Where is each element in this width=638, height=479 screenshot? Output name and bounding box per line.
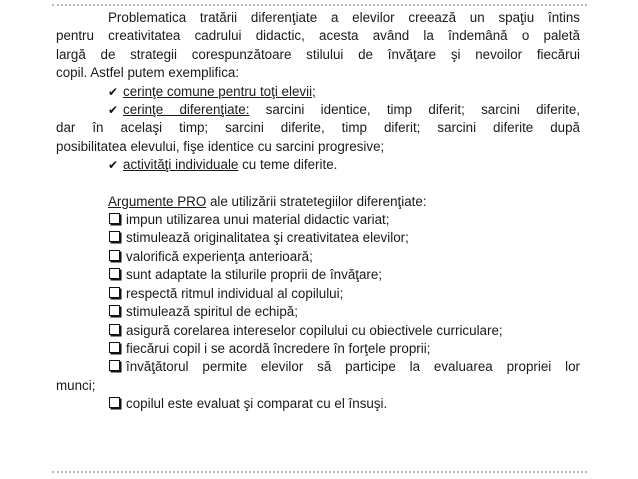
intro-line-3: largă de strategii corespunzătoare stilului de învăţare şi nevoilor fiecărui <box>56 46 580 62</box>
pro-item-9-cont: munci; <box>56 377 96 393</box>
top-dotted-rule <box>52 4 587 6</box>
pro-item-8: fiecărui copil i se acordă încredere în forţele proprii; <box>56 340 580 358</box>
slide-content <box>56 9 580 414</box>
checkbox-icon <box>109 360 120 371</box>
pro-item-6: stimulează spiritul de echipă; <box>56 303 580 321</box>
pro-heading <box>56 193 580 211</box>
pro-item-3: valorifică experienţa anterioară; <box>56 248 580 266</box>
pro-heading-rest: ale utilizării stratetegiilor diferenţiate: <box>206 193 427 209</box>
pro-item-5: respectă ritmul individual al copilului; <box>56 285 580 303</box>
checkmark-icon: ✔ <box>108 158 119 173</box>
example-term: cerinţe diferenţiate: <box>123 102 250 118</box>
checkbox-icon <box>109 287 120 298</box>
example-term: activităţi individuale <box>123 157 239 173</box>
pro-item-7: asigură corelarea intereselor copilului cu obiectivele curriculare; <box>56 322 580 340</box>
intro-line-4: copil. Astfel putem exemplifica: <box>56 65 240 81</box>
checkbox-icon <box>109 250 120 261</box>
example-item-2 <box>56 101 580 119</box>
pro-item-4: sunt adaptate la stilurile proprii de învăţare; <box>56 266 580 284</box>
example-item-1 <box>56 83 580 101</box>
intro-line-2: pentru creativitatea cadrului didactic, acesta având la îndemână o paletă <box>56 28 580 44</box>
checkmark-icon: ✔ <box>108 84 119 99</box>
example-text: cu teme diferite. <box>238 157 338 173</box>
checkmark-icon: ✔ <box>108 103 119 118</box>
checkbox-icon <box>109 305 120 316</box>
pro-item-1: impun utilizarea unui material didactic variat; <box>56 211 580 229</box>
checkbox-icon <box>109 268 120 279</box>
checkbox-icon <box>109 213 120 224</box>
example-item-2-cont-1: dar în acelaşi timp; sarcini diferite, timp diferit; sarcini diferite după <box>56 120 580 136</box>
spacer <box>56 175 580 193</box>
checkbox-icon <box>109 342 120 353</box>
example-term: cerinţe comune pentru toţi elevii; <box>123 83 316 99</box>
checkbox-icon <box>109 324 120 335</box>
bottom-dotted-rule <box>52 471 587 473</box>
pro-item-2: stimulează originalitatea şi creativitatea elevilor; <box>56 229 580 247</box>
pro-heading-title: Argumente PRO <box>108 193 207 209</box>
example-item-2-cont-2: posibilitatea elevului, fişe identice cu sarcini progresive; <box>56 138 385 154</box>
checkbox-icon <box>109 231 120 242</box>
example-text: sarcini identice, timp diferit; sarcini diferite, <box>249 102 580 118</box>
pro-item-9: învăţătorul permite elevilor să participe la evaluarea propriei lor <box>56 358 580 376</box>
intro-line-1: Problematica tratării diferenţiate a elevilor creează un spaţiu întins <box>108 10 580 25</box>
pro-item-10: copilul este evaluat şi comparat cu el însuşi. <box>56 395 580 413</box>
example-item-3 <box>56 156 580 174</box>
checkbox-icon <box>109 397 120 408</box>
